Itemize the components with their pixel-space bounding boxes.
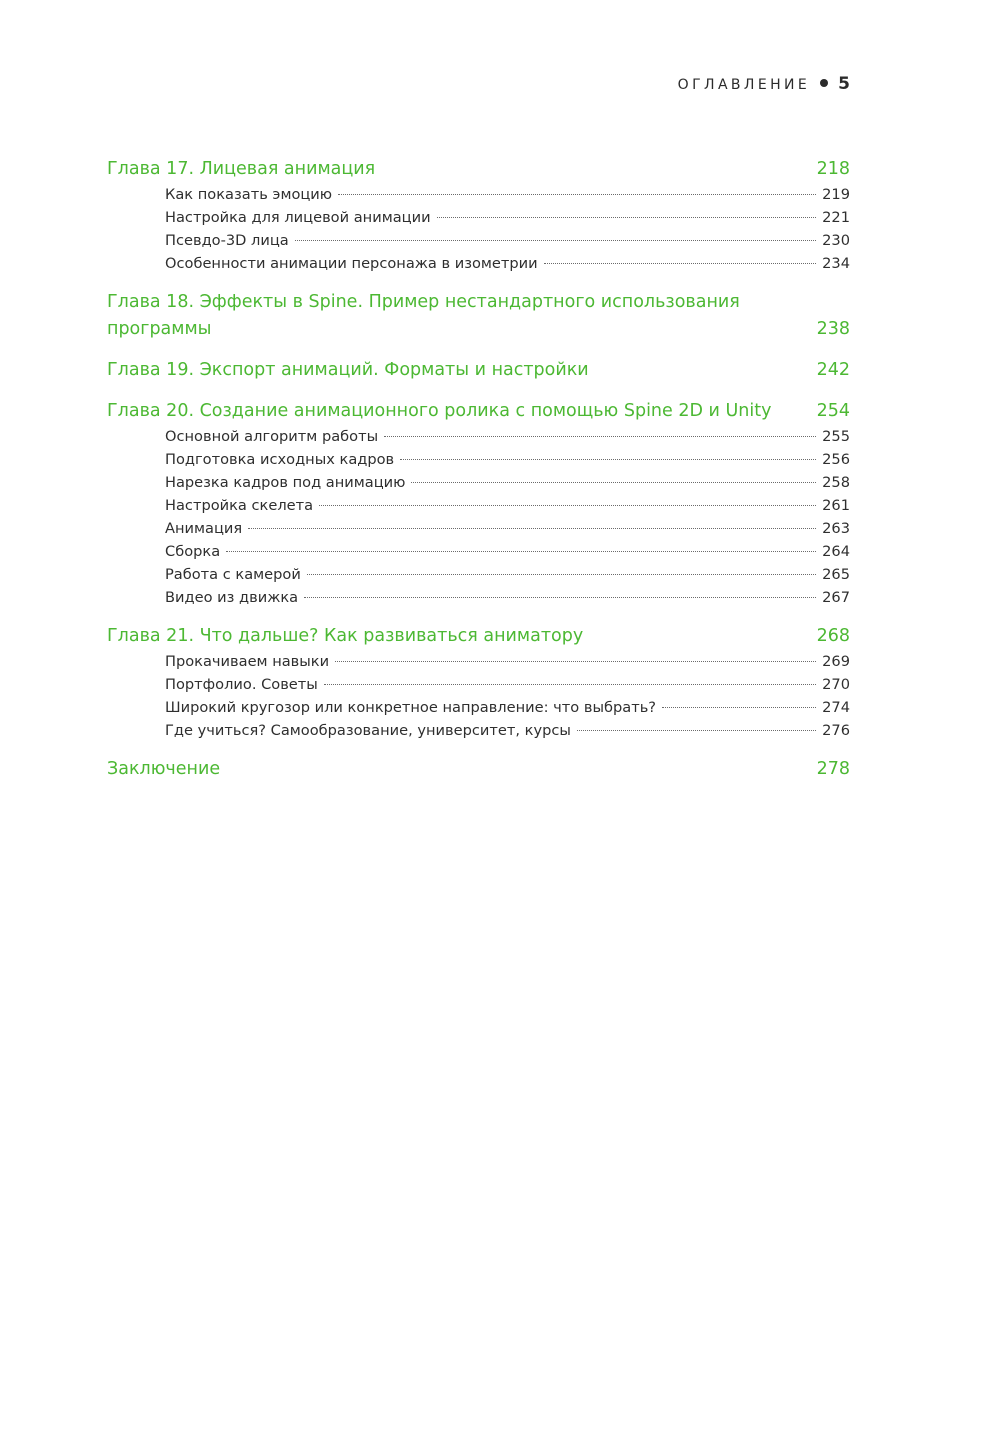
section-page-number: 263 bbox=[822, 520, 850, 537]
section-entry[interactable] bbox=[165, 650, 850, 673]
section-page-number: 230 bbox=[822, 232, 850, 249]
section-page-number: 264 bbox=[822, 543, 850, 560]
section-title: Анимация bbox=[165, 520, 243, 537]
dot-leader bbox=[577, 730, 816, 731]
section-title: Основной алгоритм работы bbox=[165, 428, 379, 445]
chapter-title: Глава 17. Лицевая анимация bbox=[107, 159, 376, 179]
section-title: Подготовка исходных кадров bbox=[165, 451, 395, 468]
dot-leader bbox=[226, 551, 816, 552]
section-title: Особенности анимации персонажа в изометрии bbox=[165, 255, 538, 272]
dot-leader bbox=[295, 240, 816, 241]
section-page-number: 219 bbox=[822, 186, 850, 203]
chapter-page-number: 242 bbox=[816, 360, 850, 380]
section-title: Где учиться? Самообразование, университет, курсы bbox=[165, 722, 571, 739]
section-page-number: 261 bbox=[822, 497, 850, 514]
dot-leader bbox=[304, 597, 816, 598]
section-page-number: 270 bbox=[822, 676, 850, 693]
section-title: Работа с камерой bbox=[165, 566, 301, 583]
toc-chapter bbox=[107, 398, 850, 609]
chapter-entry[interactable] bbox=[107, 289, 850, 343]
chapter-page-number: 268 bbox=[816, 626, 850, 646]
section-page-number: 221 bbox=[822, 209, 850, 226]
dot-leader bbox=[338, 194, 816, 195]
section-title: Видео из движка bbox=[165, 589, 299, 606]
section-entry[interactable] bbox=[165, 540, 850, 563]
chapter-entry[interactable] bbox=[107, 357, 850, 384]
section-title: Настройка для лицевой анимации bbox=[165, 209, 431, 226]
chapter-title: Глава 18. Эффекты в Spine. Пример нестандартного использования программы bbox=[107, 292, 740, 339]
section-page-number: 258 bbox=[822, 474, 850, 491]
dot-leader bbox=[411, 482, 816, 483]
section-title: Прокачиваем навыки bbox=[165, 653, 330, 670]
running-head bbox=[678, 74, 850, 94]
chapter-entry[interactable] bbox=[107, 623, 850, 650]
page-number: 5 bbox=[838, 74, 850, 94]
chapter-page-number: 278 bbox=[816, 759, 850, 779]
section-entry[interactable] bbox=[165, 448, 850, 471]
section-entry[interactable] bbox=[165, 229, 850, 252]
section-title: Широкий кругозор или конкретное направление: что выбрать? bbox=[165, 699, 657, 716]
toc-chapter bbox=[107, 357, 850, 384]
section-page-number: 234 bbox=[822, 255, 850, 272]
section-title: Нарезка кадров под анимацию bbox=[165, 474, 406, 491]
toc-chapter bbox=[107, 756, 850, 783]
section-page-number: 256 bbox=[822, 451, 850, 468]
section-title: Псевдо-3D лица bbox=[165, 232, 289, 249]
section-page-number: 255 bbox=[822, 428, 850, 445]
toc-chapter bbox=[107, 623, 850, 742]
section-entry[interactable] bbox=[165, 563, 850, 586]
section-entry[interactable] bbox=[165, 673, 850, 696]
dot-leader bbox=[400, 459, 816, 460]
dot-leader bbox=[324, 684, 816, 685]
section-title: Как показать эмоцию bbox=[165, 186, 333, 203]
section-page-number: 267 bbox=[822, 589, 850, 606]
section-entry[interactable] bbox=[165, 719, 850, 742]
dot-leader bbox=[307, 574, 816, 575]
chapter-title: Заключение bbox=[107, 759, 221, 779]
section-title: Сборка bbox=[165, 543, 221, 560]
section-entry[interactable] bbox=[165, 471, 850, 494]
chapter-title: Глава 19. Экспорт анимаций. Форматы и настройки bbox=[107, 360, 589, 380]
section-page-number: 265 bbox=[822, 566, 850, 583]
section-title: Настройка скелета bbox=[165, 497, 314, 514]
chapter-entry[interactable] bbox=[107, 398, 850, 425]
section-page-number: 269 bbox=[822, 653, 850, 670]
bullet-separator bbox=[820, 79, 828, 87]
chapter-title: Глава 21. Что дальше? Как развиваться аниматору bbox=[107, 626, 584, 646]
running-title: ОГЛАВЛЕНИЕ bbox=[677, 77, 811, 93]
dot-leader bbox=[662, 707, 816, 708]
chapter-page-number: 238 bbox=[816, 319, 850, 339]
section-page-number: 276 bbox=[822, 722, 850, 739]
chapter-title: Глава 20. Создание анимационного ролика с помощью Spine 2D и Unity bbox=[107, 401, 772, 421]
section-entry[interactable] bbox=[165, 425, 850, 448]
dot-leader bbox=[319, 505, 816, 506]
dot-leader bbox=[248, 528, 816, 529]
chapter-entry[interactable] bbox=[107, 756, 850, 783]
dot-leader bbox=[335, 661, 816, 662]
section-entry[interactable] bbox=[165, 586, 850, 609]
chapter-entry[interactable] bbox=[107, 156, 850, 183]
section-entry[interactable] bbox=[165, 517, 850, 540]
section-entry[interactable] bbox=[165, 494, 850, 517]
chapter-page-number: 254 bbox=[816, 401, 850, 421]
section-entry[interactable] bbox=[165, 183, 850, 206]
dot-leader bbox=[437, 217, 817, 218]
section-entry[interactable] bbox=[165, 206, 850, 229]
table-of-contents bbox=[107, 156, 850, 797]
dot-leader bbox=[544, 263, 817, 264]
toc-chapter bbox=[107, 156, 850, 275]
section-entry[interactable] bbox=[165, 696, 850, 719]
toc-chapter bbox=[107, 289, 850, 343]
section-title: Портфолио. Советы bbox=[165, 676, 318, 693]
chapter-page-number: 218 bbox=[816, 159, 850, 179]
dot-leader bbox=[384, 436, 816, 437]
section-page-number: 274 bbox=[822, 699, 850, 716]
section-entry[interactable] bbox=[165, 252, 850, 275]
